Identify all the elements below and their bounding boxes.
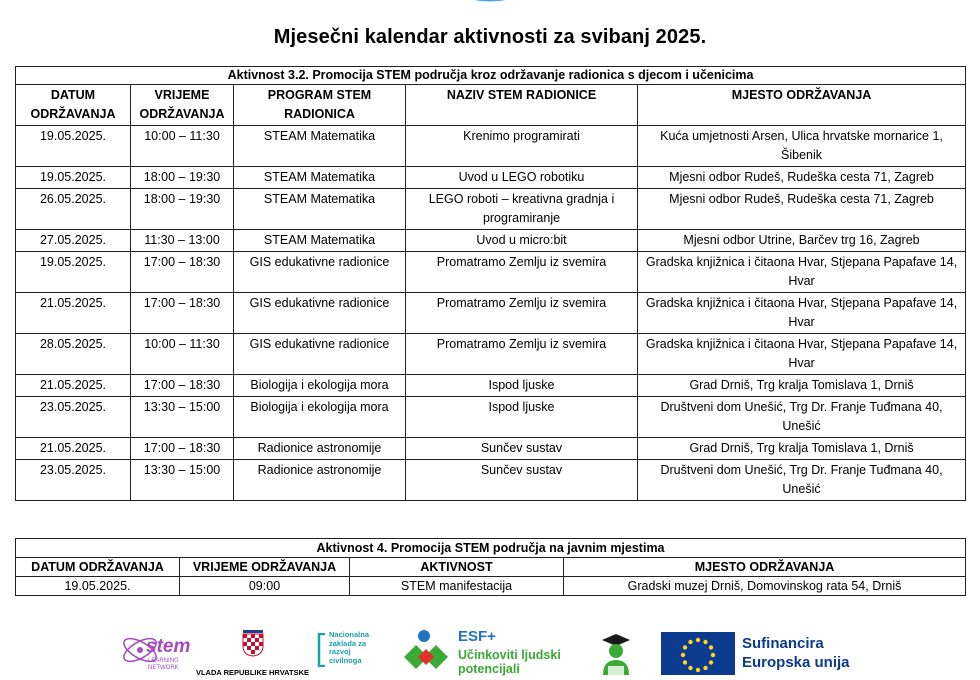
table-row xyxy=(16,375,966,397)
table-row xyxy=(16,397,966,438)
table-cell: Ispod ljuske xyxy=(406,375,638,397)
table-cell: 21.05.2025. xyxy=(16,375,131,397)
table-cell: Mjesni odbor Utrine, Barčev trg 16, Zagreb xyxy=(638,230,966,252)
table-cell: 27.05.2025. xyxy=(16,230,131,252)
column-header: VRIJEME ODRŽAVANJA xyxy=(131,85,234,126)
table-cell: 19.05.2025. xyxy=(16,252,131,293)
table-cell: Promatramo Zemlju iz svemira xyxy=(406,334,638,375)
column-header: DATUM ODRŽAVANJA xyxy=(16,558,180,577)
table-cell: 10:00 – 11:30 xyxy=(131,126,234,167)
stem-network-logo xyxy=(118,628,191,675)
table-cell: 17:00 – 18:30 xyxy=(131,293,234,334)
table-cell: 10:00 – 11:30 xyxy=(131,334,234,375)
esf-emblem-icon xyxy=(402,627,452,675)
table-cell: Mjesni odbor Rudeš, Rudeška cesta 71, Zagreb xyxy=(638,189,966,230)
table-cell: Promatramo Zemlju iz svemira xyxy=(406,252,638,293)
table-cell: STEAM Matematika xyxy=(234,230,406,252)
page-title: Mjesečni kalendar aktivnosti za svibanj 2025. xyxy=(273,26,707,48)
table-cell: 09:00 xyxy=(180,577,350,596)
table-row xyxy=(16,438,966,460)
table-cell: Uvod u LEGO robotiku xyxy=(406,167,638,189)
table-row xyxy=(16,126,966,167)
table-cell: Biologija i ekologija mora xyxy=(234,397,406,438)
column-header: AKTIVNOST xyxy=(350,558,564,577)
table-cell: 13:30 – 15:00 xyxy=(131,397,234,438)
table-cell: STEAM Matematika xyxy=(234,167,406,189)
table-cell: 18:00 – 19:30 xyxy=(131,189,234,230)
table-cell: 21.05.2025. xyxy=(16,293,131,334)
table-cell: Gradska knjižnica i čitaona Hvar, Stjepana Papafave 14, Hvar xyxy=(638,293,966,334)
table-cell: GIS edukativne radionice xyxy=(234,293,406,334)
foundation-line-3: razvoj xyxy=(329,647,351,657)
table-cell: 23.05.2025. xyxy=(16,460,131,501)
croatian-coat-of-arms-icon xyxy=(242,629,264,657)
table-row xyxy=(16,293,966,334)
public-events-table xyxy=(15,538,966,596)
foundation-line-1: Nacionalna xyxy=(329,630,370,639)
eu-name-text: Europska unija xyxy=(742,654,850,671)
table-row xyxy=(16,334,966,375)
workshops-table xyxy=(15,66,966,501)
table-row xyxy=(16,252,966,293)
table-cell: Promatramo Zemlju iz svemira xyxy=(406,293,638,334)
table-row xyxy=(16,230,966,252)
table-cell: LEGO roboti – kreativna gradnja i programiranje xyxy=(406,189,638,230)
table-cell: STEAM Matematika xyxy=(234,189,406,230)
table-cell: 13:30 – 15:00 xyxy=(131,460,234,501)
table-cell: Mjesni odbor Rudeš, Rudeška cesta 71, Zagreb xyxy=(638,167,966,189)
table-cell: Gradski muzej Drniš, Domovinskog rata 54, Drniš xyxy=(564,577,966,596)
table-cell: Ispod ljuske xyxy=(406,397,638,438)
table-cell: 26.05.2025. xyxy=(16,189,131,230)
column-header: MJESTO ODRŽAVANJA xyxy=(638,85,966,126)
table-cell: 28.05.2025. xyxy=(16,334,131,375)
esf-subtitle-line-1: Učinkoviti ljudski xyxy=(458,648,561,662)
croatian-government-logo xyxy=(195,629,310,675)
student-figure-icon xyxy=(598,632,634,675)
esf-title: ESF+ xyxy=(458,628,496,645)
eu-flag-icon xyxy=(661,632,735,675)
table-cell: 23.05.2025. xyxy=(16,397,131,438)
table-row xyxy=(16,577,966,596)
table-row xyxy=(16,167,966,189)
table-cell: Grad Drniš, Trg kralja Tomislava 1, Drniš xyxy=(638,375,966,397)
esf-plus-logo xyxy=(402,627,587,675)
table-cell: Krenimo programirati xyxy=(406,126,638,167)
table-cell: Grad Drniš, Trg kralja Tomislava 1, Drniš xyxy=(638,438,966,460)
public-events-table-heading: Aktivnost 4. Promocija STEM područja na javnim mjestima xyxy=(16,539,966,558)
table-cell: 19.05.2025. xyxy=(16,167,131,189)
table-cell: 19.05.2025. xyxy=(16,126,131,167)
table-cell: 18:00 – 19:30 xyxy=(131,167,234,189)
column-header: MJESTO ODRŽAVANJA xyxy=(564,558,966,577)
stem-logo-subtitle: LEARNING NETWORK xyxy=(148,658,179,671)
table-cell: Biologija i ekologija mora xyxy=(234,375,406,397)
header-logo-arc xyxy=(440,0,540,8)
table-cell: Radionice astronomije xyxy=(234,460,406,501)
column-header: VRIJEME ODRŽAVANJA xyxy=(180,558,350,577)
column-header: DATUM ODRŽAVANJA xyxy=(16,85,131,126)
eu-cofinanced-text: Sufinancira xyxy=(742,635,824,652)
table-cell: Društveni dom Unešić, Trg Dr. Franje Tuđmana 40, Unešić xyxy=(638,397,966,438)
foundation-bracket-icon xyxy=(316,633,328,667)
table-cell: 21.05.2025. xyxy=(16,438,131,460)
table-cell: Radionice astronomije xyxy=(234,438,406,460)
column-header: PROGRAM STEM RADIONICA xyxy=(234,85,406,126)
table-cell: 11:30 – 13:00 xyxy=(131,230,234,252)
table-cell: 17:00 – 18:30 xyxy=(131,252,234,293)
table-cell: Društveni dom Unešić, Trg Dr. Franje Tuđmana 40, Unešić xyxy=(638,460,966,501)
table-cell: Gradska knjižnica i čitaona Hvar, Stjepana Papafave 14, Hvar xyxy=(638,252,966,293)
national-foundation-logo xyxy=(316,631,391,675)
stem-logo-text: stem xyxy=(146,636,191,657)
table-cell: STEM manifestacija xyxy=(350,577,564,596)
table-cell: 17:00 – 18:30 xyxy=(131,375,234,397)
esf-subtitle-line-2: potencijali xyxy=(458,662,520,676)
table-row xyxy=(16,189,966,230)
table-cell: Sunčev sustav xyxy=(406,438,638,460)
table-cell: 19.05.2025. xyxy=(16,577,180,596)
column-header: NAZIV STEM RADIONICE xyxy=(406,85,638,126)
funding-logos-strip xyxy=(0,624,980,675)
table-row xyxy=(16,460,966,501)
government-name: VLADA REPUBLIKE HRVATSKE xyxy=(195,668,310,677)
table-cell: 17:00 – 18:30 xyxy=(131,438,234,460)
table-cell: Uvod u micro:bit xyxy=(406,230,638,252)
workshops-table-heading: Aktivnost 3.2. Promocija STEM područja kroz održavanje radionica s djecom i učenicima xyxy=(16,67,966,85)
table-cell: STEAM Matematika xyxy=(234,126,406,167)
table-cell: GIS edukativne radionice xyxy=(234,334,406,375)
table-cell: GIS edukativne radionice xyxy=(234,252,406,293)
table-cell: Gradska knjižnica i čitaona Hvar, Stjepana Papafave 14, Hvar xyxy=(638,334,966,375)
foundation-line-4: civilnoga xyxy=(329,655,362,665)
table-cell: Sunčev sustav xyxy=(406,460,638,501)
table-cell: Kuća umjetnosti Arsen, Ulica hrvatske mornarice 1, Šibenik xyxy=(638,126,966,167)
foundation-line-2: zaklada za xyxy=(329,638,367,648)
